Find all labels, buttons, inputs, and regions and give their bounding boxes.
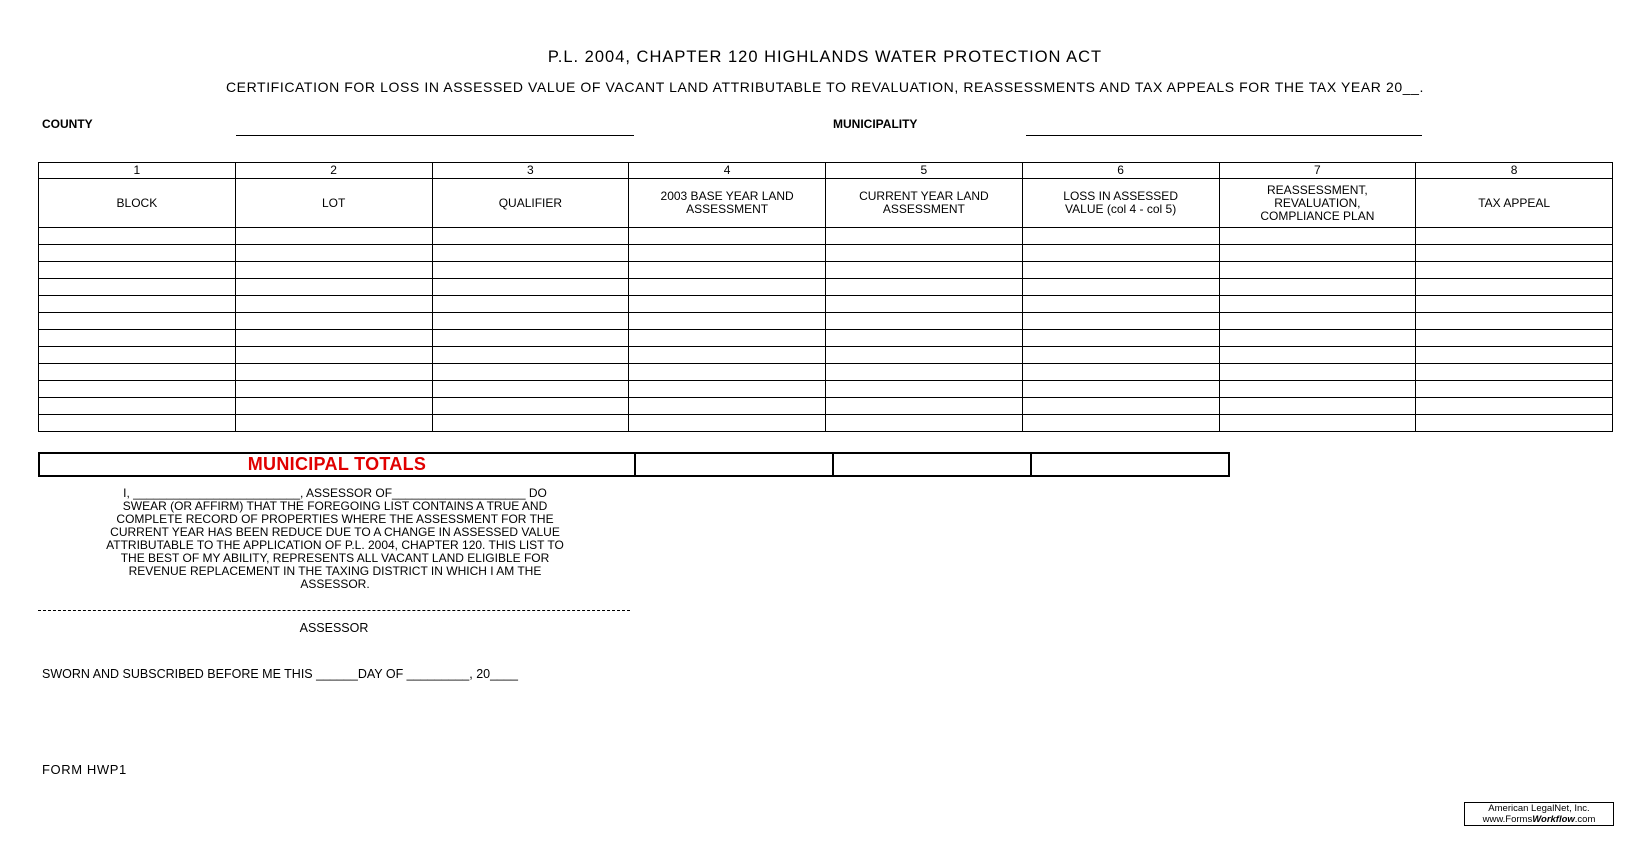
column-header-line: CURRENT YEAR LAND bbox=[859, 189, 989, 203]
column-header bbox=[432, 179, 629, 228]
column-header-line: ASSESSMENT bbox=[882, 202, 965, 216]
certification-line: ASSESSOR. bbox=[300, 577, 370, 591]
table-row bbox=[39, 279, 1613, 296]
certification-line: I, _________________________, ASSESSOR OF____________________ DO bbox=[123, 486, 547, 500]
table-cell[interactable] bbox=[826, 245, 1023, 262]
table-cell[interactable] bbox=[432, 364, 629, 381]
table-cell[interactable] bbox=[1022, 381, 1219, 398]
table-cell[interactable] bbox=[39, 313, 236, 330]
table-cell[interactable] bbox=[1022, 262, 1219, 279]
table-cell[interactable] bbox=[39, 347, 236, 364]
table-cell[interactable] bbox=[826, 330, 1023, 347]
table-cell[interactable] bbox=[1416, 296, 1613, 313]
column-header bbox=[1219, 179, 1416, 228]
table-cell[interactable] bbox=[39, 296, 236, 313]
certification-line: REVENUE REPLACEMENT IN THE TAXING DISTRICT IN WHICH I AM THE bbox=[128, 564, 542, 578]
table-cell[interactable] bbox=[235, 415, 432, 432]
form-subtitle: CERTIFICATION FOR LOSS IN ASSESSED VALUE OF VACANT LAND ATTRIBUTABLE TO REVALUATION, REASSESSMENTS AND TAX APPEALS FOR THE TAX YEAR 20__. bbox=[225, 79, 1425, 95]
table-row bbox=[39, 415, 1613, 432]
table-cell[interactable] bbox=[1416, 330, 1613, 347]
table-cell[interactable] bbox=[1022, 279, 1219, 296]
table-cell[interactable] bbox=[629, 296, 826, 313]
table-cell[interactable] bbox=[1022, 347, 1219, 364]
table-cell[interactable] bbox=[629, 279, 826, 296]
column-header bbox=[1022, 179, 1219, 228]
certification-statement bbox=[40, 487, 630, 591]
table-cell[interactable] bbox=[235, 245, 432, 262]
publisher-name: American LegalNet, Inc. bbox=[1488, 803, 1590, 814]
column-header bbox=[629, 179, 826, 228]
table-cell[interactable] bbox=[1219, 228, 1416, 245]
total-current-year-cell[interactable] bbox=[833, 453, 1031, 476]
table-row bbox=[39, 330, 1613, 347]
table-cell[interactable] bbox=[1022, 228, 1219, 245]
column-header bbox=[39, 179, 236, 228]
table-row bbox=[39, 381, 1613, 398]
table-cell[interactable] bbox=[629, 398, 826, 415]
table-cell[interactable] bbox=[1416, 313, 1613, 330]
publisher-url: www.FormsWorkflow.com bbox=[1482, 813, 1596, 825]
column-header-line: REVALUATION, bbox=[1274, 195, 1361, 210]
table-cell[interactable] bbox=[826, 415, 1023, 432]
column-header-line: ASSESSMENT bbox=[686, 202, 769, 216]
table-cell[interactable] bbox=[629, 245, 826, 262]
table-cell[interactable] bbox=[629, 330, 826, 347]
table-cell[interactable] bbox=[826, 364, 1023, 381]
form-title: P.L. 2004, CHAPTER 120 HIGHLANDS WATER PROTECTION ACT bbox=[547, 48, 1103, 66]
column-header-line: REASSESSMENT, bbox=[1267, 182, 1368, 197]
municipal-totals-table bbox=[38, 452, 1230, 477]
table-cell[interactable] bbox=[1219, 262, 1416, 279]
table-cell[interactable] bbox=[235, 364, 432, 381]
table-cell[interactable] bbox=[1219, 313, 1416, 330]
table-cell[interactable] bbox=[826, 313, 1023, 330]
table-cell[interactable] bbox=[629, 415, 826, 432]
column-header bbox=[235, 179, 432, 228]
table-cell[interactable] bbox=[235, 398, 432, 415]
column-header-line: TAX APPEAL bbox=[1478, 195, 1551, 210]
column-number: 3 bbox=[432, 163, 629, 179]
table-cell[interactable] bbox=[1219, 296, 1416, 313]
column-number: 6 bbox=[1022, 163, 1219, 179]
table-cell[interactable] bbox=[39, 245, 236, 262]
table-row bbox=[39, 347, 1613, 364]
table-row bbox=[39, 262, 1613, 279]
table-cell[interactable] bbox=[39, 381, 236, 398]
table-cell[interactable] bbox=[432, 415, 629, 432]
table-row bbox=[39, 364, 1613, 381]
table-cell[interactable] bbox=[826, 398, 1023, 415]
total-loss-cell[interactable] bbox=[1031, 453, 1229, 476]
column-number: 1 bbox=[39, 163, 236, 179]
table-cell[interactable] bbox=[432, 313, 629, 330]
table-cell[interactable] bbox=[1022, 364, 1219, 381]
certification-line: COMPLETE RECORD OF PROPERTIES WHERE THE ASSESSMENT FOR THE bbox=[116, 512, 554, 526]
table-cell[interactable] bbox=[1219, 279, 1416, 296]
column-number: 2 bbox=[235, 163, 432, 179]
table-cell[interactable] bbox=[432, 279, 629, 296]
table-cell[interactable] bbox=[629, 228, 826, 245]
table-cell[interactable] bbox=[432, 381, 629, 398]
table-cell[interactable] bbox=[39, 262, 236, 279]
table-cell[interactable] bbox=[235, 347, 432, 364]
table-cell[interactable] bbox=[826, 228, 1023, 245]
table-cell[interactable] bbox=[629, 347, 826, 364]
table-cell[interactable] bbox=[1416, 279, 1613, 296]
table-cell[interactable] bbox=[235, 313, 432, 330]
column-number-row bbox=[39, 163, 1613, 179]
municipal-totals-label: MUNICIPAL TOTALS bbox=[39, 453, 635, 476]
certification-line: THE BEST OF MY ABILITY, REPRESENTS ALL VACANT LAND ELIGIBLE FOR bbox=[120, 551, 550, 565]
table-cell[interactable] bbox=[235, 279, 432, 296]
table-cell[interactable] bbox=[1219, 245, 1416, 262]
table-cell[interactable] bbox=[1416, 381, 1613, 398]
table-cell[interactable] bbox=[432, 245, 629, 262]
table-cell[interactable] bbox=[39, 398, 236, 415]
table-cell[interactable] bbox=[826, 347, 1023, 364]
assessor-signature-line[interactable] bbox=[38, 610, 630, 611]
table-cell[interactable] bbox=[235, 330, 432, 347]
table-cell[interactable] bbox=[1416, 228, 1613, 245]
table-cell[interactable] bbox=[432, 228, 629, 245]
certification-line: ATTRIBUTABLE TO THE APPLICATION OF P.L. 2004, CHAPTER 120. THIS LIST TO bbox=[106, 538, 564, 552]
table-cell[interactable] bbox=[629, 381, 826, 398]
column-number: 7 bbox=[1219, 163, 1416, 179]
table-cell[interactable] bbox=[629, 364, 826, 381]
table-cell[interactable] bbox=[1022, 398, 1219, 415]
column-header-line: 2003 BASE YEAR LAND bbox=[660, 189, 794, 203]
table-cell[interactable] bbox=[1219, 330, 1416, 347]
column-number: 8 bbox=[1416, 163, 1613, 179]
table-cell[interactable] bbox=[39, 330, 236, 347]
table-cell[interactable] bbox=[1416, 347, 1613, 364]
table-cell[interactable] bbox=[826, 279, 1023, 296]
table-cell[interactable] bbox=[1022, 415, 1219, 432]
table-cell[interactable] bbox=[235, 381, 432, 398]
table-cell[interactable] bbox=[1416, 245, 1613, 262]
table-cell[interactable] bbox=[432, 347, 629, 364]
table-cell[interactable] bbox=[1219, 347, 1416, 364]
table-cell[interactable] bbox=[826, 296, 1023, 313]
table-cell[interactable] bbox=[1416, 262, 1613, 279]
table-cell[interactable] bbox=[39, 228, 236, 245]
table-cell[interactable] bbox=[1416, 398, 1613, 415]
table-cell[interactable] bbox=[235, 228, 432, 245]
table-row bbox=[39, 398, 1613, 415]
table-cell[interactable] bbox=[1219, 398, 1416, 415]
county-label: COUNTY bbox=[42, 117, 93, 131]
table-row bbox=[39, 245, 1613, 262]
form-id: FORM HWP1 bbox=[42, 762, 127, 777]
table-cell[interactable] bbox=[1219, 381, 1416, 398]
municipality-input-line[interactable] bbox=[1026, 135, 1422, 136]
table-cell[interactable] bbox=[629, 313, 826, 330]
total-base-year-cell[interactable] bbox=[635, 453, 833, 476]
certification-line: CURRENT YEAR HAS BEEN REDUCE DUE TO A CHANGE IN ASSESSED VALUE bbox=[110, 525, 560, 539]
column-number: 5 bbox=[826, 163, 1023, 179]
table-cell[interactable] bbox=[629, 262, 826, 279]
table-cell[interactable] bbox=[432, 398, 629, 415]
municipality-label: MUNICIPALITY bbox=[833, 117, 918, 131]
table-row bbox=[39, 313, 1613, 330]
table-cell[interactable] bbox=[235, 296, 432, 313]
table-cell[interactable] bbox=[432, 330, 629, 347]
table-row bbox=[39, 296, 1613, 313]
column-header bbox=[1416, 179, 1613, 228]
table-cell[interactable] bbox=[432, 262, 629, 279]
table-row bbox=[39, 228, 1613, 245]
table-cell[interactable] bbox=[432, 296, 629, 313]
sworn-statement: SWORN AND SUBSCRIBED BEFORE ME THIS ______DAY OF _________, 20____ bbox=[42, 667, 518, 681]
table-cell[interactable] bbox=[1416, 415, 1613, 432]
table-cell[interactable] bbox=[1022, 313, 1219, 330]
table-cell[interactable] bbox=[1219, 415, 1416, 432]
table-cell[interactable] bbox=[826, 262, 1023, 279]
column-header-line: LOSS IN ASSESSED bbox=[1063, 189, 1178, 203]
column-header-row bbox=[39, 179, 1613, 228]
column-header-line: BLOCK bbox=[116, 195, 158, 210]
county-input-line[interactable] bbox=[236, 135, 634, 136]
table-cell[interactable] bbox=[1022, 245, 1219, 262]
table-cell[interactable] bbox=[39, 364, 236, 381]
table-cell[interactable] bbox=[39, 415, 236, 432]
table-cell[interactable] bbox=[235, 262, 432, 279]
property-table bbox=[38, 162, 1613, 432]
column-number: 4 bbox=[629, 163, 826, 179]
table-cell[interactable] bbox=[1416, 364, 1613, 381]
column-header-line: LOT bbox=[321, 195, 346, 210]
column-header bbox=[826, 179, 1023, 228]
column-header-line: QUALIFIER bbox=[498, 195, 563, 210]
table-cell[interactable] bbox=[1022, 330, 1219, 347]
table-cell[interactable] bbox=[1219, 364, 1416, 381]
column-header-line: VALUE (col 4 - col 5) bbox=[1065, 202, 1177, 216]
column-header-line: COMPLIANCE PLAN bbox=[1260, 208, 1375, 223]
assessor-label: ASSESSOR bbox=[299, 621, 369, 635]
publisher-badge bbox=[1464, 802, 1614, 826]
table-cell[interactable] bbox=[1022, 296, 1219, 313]
table-cell[interactable] bbox=[826, 381, 1023, 398]
certification-line: SWEAR (OR AFFIRM) THAT THE FOREGOING LIST CONTAINS A TRUE AND bbox=[122, 499, 548, 513]
table-cell[interactable] bbox=[39, 279, 236, 296]
